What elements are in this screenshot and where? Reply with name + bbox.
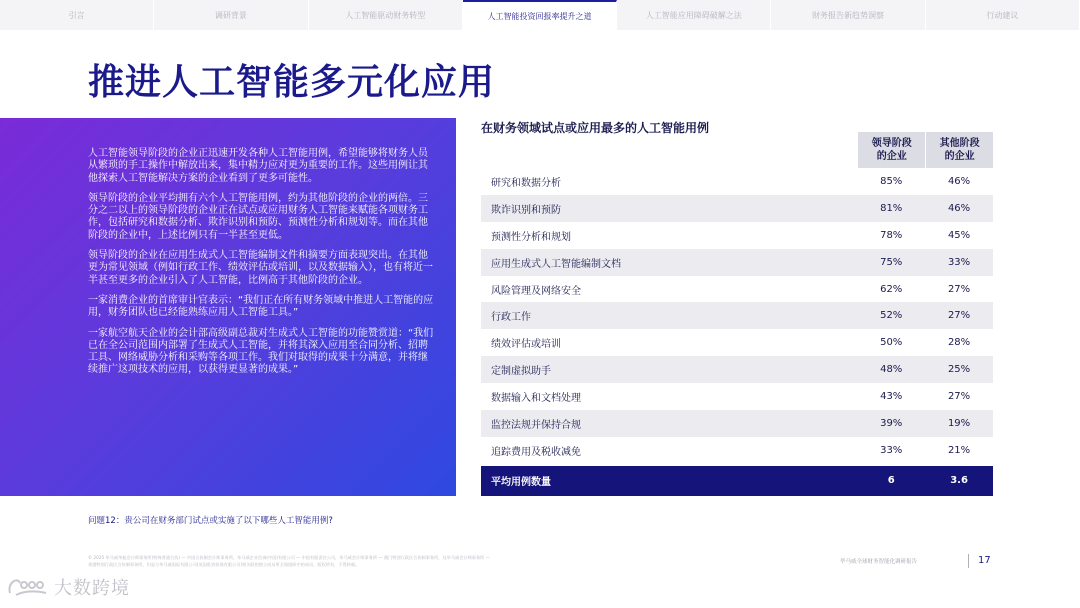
other-value: 33% bbox=[947, 256, 971, 268]
other-value: 21% bbox=[947, 444, 971, 456]
paragraph-2: 领导阶段的企业平均拥有六个人工智能用例，约为其他阶段的企业的两倍。三分之二以上的领导阶段的企业正在试点或应用财务人工智能来赋能各项财务工作，包括研究和数据分析、欺诈识别和预防、预测性分析和规划等。而在其他阶段的企业中，上述比例只有一半甚至更低。 bbox=[88, 192, 428, 241]
report-name: 毕马威全球财务智能化调研报告 bbox=[840, 559, 918, 565]
page-number: 17 bbox=[978, 555, 991, 566]
quote-consumer: 一家消费企业的首席审计官表示：“我们正在所有财务领域中推进人工智能的应用，财务团队也已经能熟练应用人工智能工具。” bbox=[88, 294, 434, 319]
watermark-text: 大数跨境 bbox=[54, 578, 130, 599]
row-label: 研究和数据分析 bbox=[491, 177, 561, 189]
page-title: 推进人工智能多元化应用 bbox=[88, 62, 496, 103]
nav-tab-background[interactable]: 调研背景 bbox=[154, 0, 308, 30]
row-label: 追踪费用及税收减免 bbox=[491, 446, 581, 458]
nav-tab-recommendations[interactable]: 行动建议 bbox=[926, 0, 1080, 30]
intro-text bbox=[88, 148, 436, 385]
leader-value: 78% bbox=[880, 229, 903, 241]
header-leader bbox=[858, 132, 925, 168]
row-label: 风险管理及网络安全 bbox=[491, 285, 581, 297]
intro-panel bbox=[0, 118, 456, 496]
quote-aerospace: 一家航空航天企业的会计部高级副总裁对生成式人工智能的功能赞赏道：“我们已在全公司范围内部署了生成式人工智能，并将其深入应用至合同分析、招聘工具、网络威胁分析和采购等各项工作。我们对取得的成果十分满意，并将继续推广这项技术的应用，以获得更显著的成果。” bbox=[88, 327, 434, 376]
other-value: 46% bbox=[947, 202, 971, 214]
row-label: 应用生成式人工智能编制文档 bbox=[491, 258, 621, 270]
row-label: 定制虚拟助手 bbox=[491, 366, 551, 378]
table-row bbox=[481, 195, 993, 222]
average-row bbox=[481, 466, 993, 496]
table-row bbox=[481, 329, 993, 356]
average-label: 平均用例数量 bbox=[491, 477, 551, 489]
watermark-logo-icon bbox=[6, 575, 50, 599]
nav-tab-transformation[interactable]: 人工智能驱动财务转型 bbox=[309, 0, 463, 30]
leader-value: 39% bbox=[880, 417, 903, 429]
watermark bbox=[6, 574, 130, 600]
other-value: 46% bbox=[947, 175, 971, 187]
other-value: 45% bbox=[947, 229, 971, 241]
table-row bbox=[481, 222, 993, 249]
table-title: 在财务领域试点或应用最多的人工智能用例 bbox=[481, 121, 710, 135]
leader-value: 81% bbox=[880, 202, 903, 214]
table-row bbox=[481, 168, 993, 195]
table-row bbox=[481, 356, 993, 383]
survey-question: 问题12：贵公司在财务部门试点或实施了以下哪些人工智能用例? bbox=[88, 516, 333, 526]
footer-divider bbox=[968, 554, 969, 568]
header-leader-line2: 的企业 bbox=[876, 151, 907, 162]
table-header bbox=[481, 132, 993, 168]
section-nav bbox=[0, 0, 1080, 30]
row-label: 行政工作 bbox=[491, 312, 531, 324]
nav-tab-obstacles[interactable]: 人工智能应用障碍破解之法 bbox=[617, 0, 771, 30]
row-label: 监控法规并保持合规 bbox=[491, 419, 581, 431]
legal-line-2: 香港特别行政区合伙制事务所，均是与毕马威国际有限公司(英国私营担保有限公司)相关联的独立成员所全球组织中的成员。版权所有，不得转载。 bbox=[88, 561, 360, 567]
header-other bbox=[926, 132, 993, 168]
use-case-table bbox=[481, 132, 993, 496]
paragraph-1: 人工智能领导阶段的企业正迅速开发各种人工智能用例，希望能够将财务人员从繁琐的手工操作中解放出来，集中精力应对更为重要的工作。这些用例让其他探索人工智能解决方案的企业看到了更多可能性。 bbox=[88, 148, 428, 184]
leader-value: 75% bbox=[880, 256, 903, 268]
average-other-value: 3.6 bbox=[950, 475, 968, 487]
table-row bbox=[481, 383, 993, 410]
header-leader-line1: 领导阶段 bbox=[871, 138, 912, 149]
nav-tab-roi[interactable]: 人工智能投资回报率提升之道 bbox=[463, 0, 617, 30]
legal-notice bbox=[88, 555, 738, 568]
other-value: 27% bbox=[947, 310, 971, 322]
average-leader-value: 6 bbox=[887, 475, 895, 487]
nav-tab-intro[interactable]: 引言 bbox=[0, 0, 154, 30]
table-row bbox=[481, 249, 993, 276]
table-row bbox=[481, 302, 993, 329]
row-label: 数据输入和文档处理 bbox=[491, 393, 581, 405]
table-row bbox=[481, 410, 993, 437]
row-label: 欺诈识别和预防 bbox=[491, 204, 561, 216]
header-other-line1: 其他阶段 bbox=[939, 138, 980, 149]
leader-value: 52% bbox=[880, 310, 903, 322]
leader-value: 62% bbox=[880, 283, 903, 295]
other-value: 27% bbox=[947, 391, 971, 403]
leader-value: 33% bbox=[880, 444, 903, 456]
leader-value: 50% bbox=[880, 337, 903, 349]
nav-tab-reporting-trends[interactable]: 财务报告新趋势洞察 bbox=[771, 0, 925, 30]
row-label: 绩效评估或培训 bbox=[491, 339, 561, 351]
other-value: 27% bbox=[947, 283, 971, 295]
leader-value: 43% bbox=[880, 391, 903, 403]
legal-line-1: © 2025 毕马威华振会计师事务所(特殊普通合伙) — 中国合伙制会计师事务所，毕马威企业咨询(中国)有限公司 — 中国有限责任公司，毕马威会计师事务所 — 澳门特别行政区合伙制事务所，及毕马威会计师事务所 — bbox=[88, 555, 490, 560]
leader-value: 85% bbox=[880, 175, 903, 187]
paragraph-3: 领导阶段的企业在应用生成式人工智能编制文件和摘要方面表现突出。在其他更为常见领域（例如行政工作、绩效评估或培训，以及数据输入），也有将近一半甚至更多的企业引入了人工智能，比例高于其他阶段的企业。 bbox=[88, 250, 433, 286]
row-label: 预测性分析和规划 bbox=[491, 231, 571, 243]
other-value: 25% bbox=[947, 364, 971, 376]
header-spacer bbox=[481, 132, 857, 168]
other-value: 28% bbox=[947, 337, 971, 349]
header-other-line2: 的企业 bbox=[944, 151, 975, 162]
other-value: 19% bbox=[947, 417, 971, 429]
table-row bbox=[481, 276, 993, 303]
leader-value: 48% bbox=[880, 364, 903, 376]
table-row bbox=[481, 437, 993, 464]
